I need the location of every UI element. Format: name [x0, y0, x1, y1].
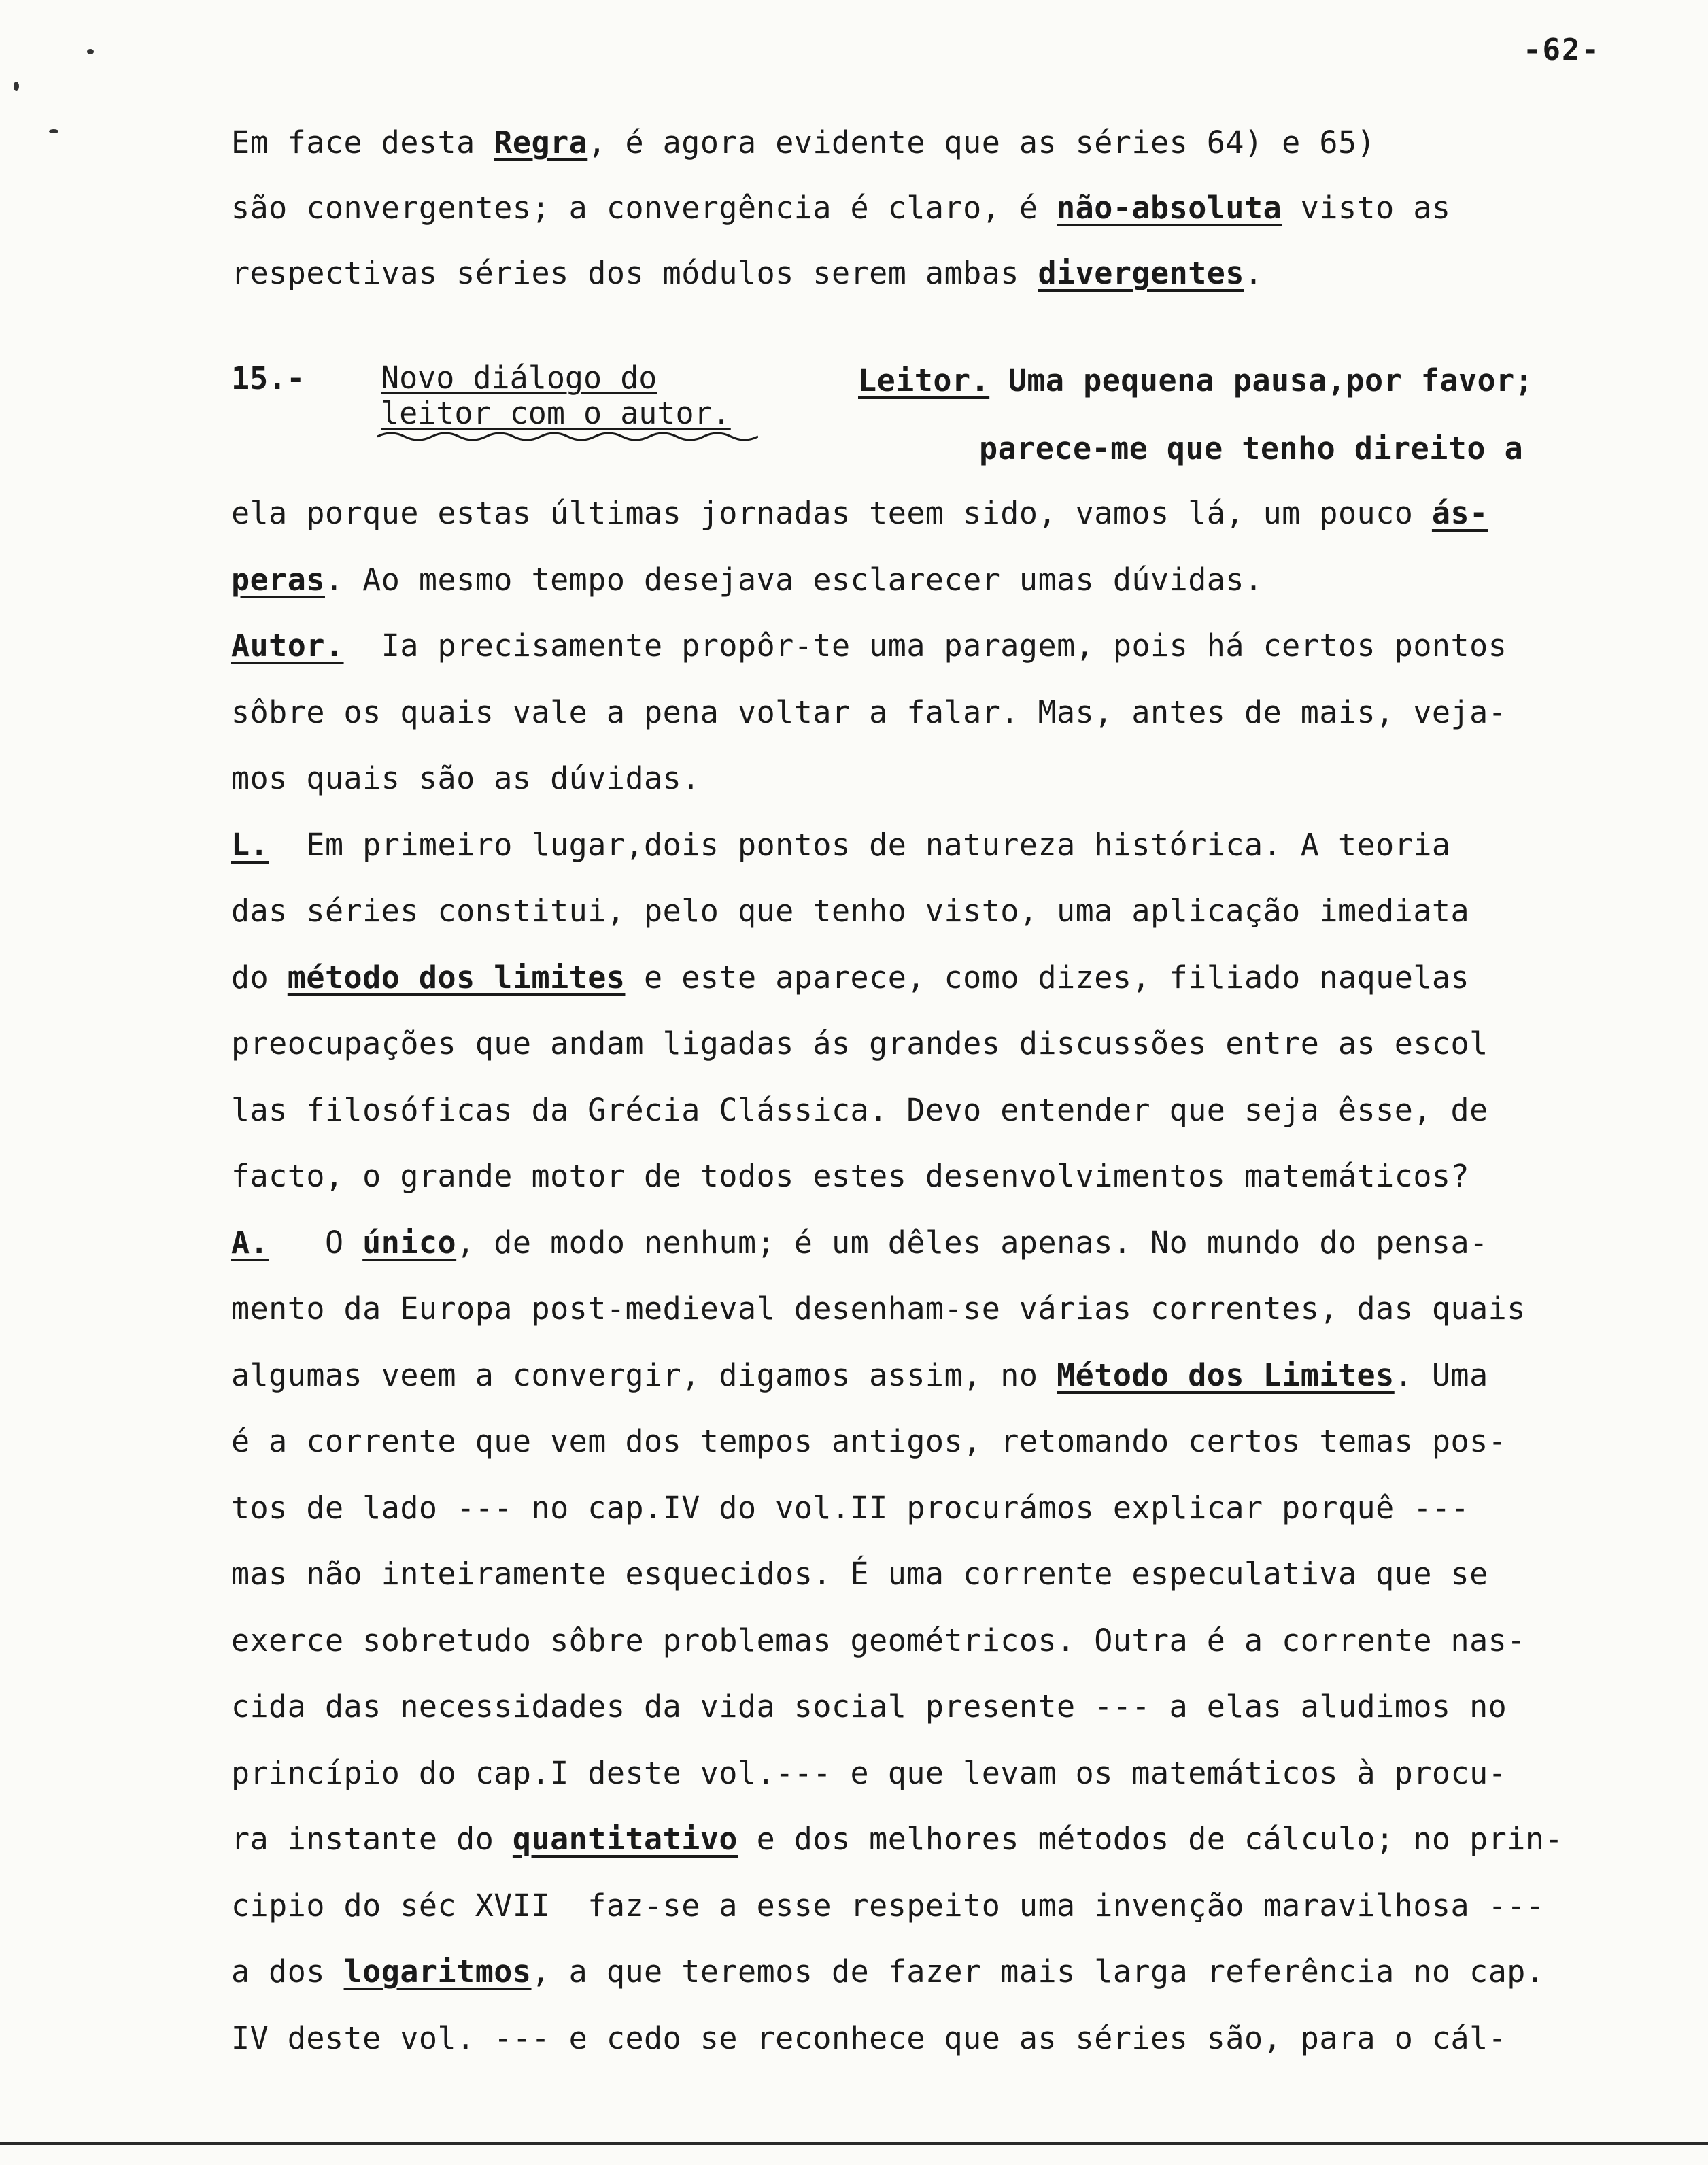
text-line: [231, 1023, 1488, 1064]
underlined-term: A.: [231, 1224, 269, 1261]
text-segment: princípio do cap.I deste vol.--- e que levam os matemáticos à procu-: [231, 1754, 1507, 1791]
speaker-second-text: parece-me que tenho direito a: [979, 430, 1524, 466]
text-line: [231, 692, 1507, 733]
text-line: [231, 560, 1263, 600]
text-line: [231, 2018, 1507, 2059]
underlined-term: método dos limites: [287, 959, 626, 995]
underlined-term: ás-: [1431, 495, 1488, 531]
text-segment: são convergentes; a convergência é claro, é: [231, 190, 1057, 226]
text-line: [231, 1223, 1488, 1263]
text-segment: sôbre os quais vale a pena voltar a falar. Mas, antes de mais, veja-: [231, 694, 1507, 730]
page-number: -62-: [1523, 33, 1601, 67]
scan-speck: [14, 82, 19, 91]
text-segment: algumas veem a convergir, digamos assim, no: [231, 1357, 1057, 1393]
underlined-term: único: [362, 1224, 457, 1261]
text-segment: cida das necessidades da vida social presente --- a elas aludimos no: [231, 1688, 1507, 1724]
text-segment: respectivas séries dos módulos serem ambas: [231, 255, 1038, 291]
text-line: [231, 1090, 1488, 1131]
underlined-term: Método dos Limites: [1057, 1357, 1395, 1393]
text-segment: cipio do séc XVII faz-se a esse respeito uma invenção maravilhosa ---: [231, 1887, 1545, 1924]
text-segment: las filosóficas da Grécia Clássica. Devo entender que seja êsse, de: [231, 1091, 1488, 1128]
text-segment: .: [1244, 255, 1263, 291]
section-speaker-line: [858, 360, 1533, 401]
text-segment: tos de lado --- no cap.IV do vol.II procurámos explicar porquê ---: [231, 1489, 1470, 1526]
scan-speck: [87, 49, 94, 54]
text-segment: IV deste vol. --- e cedo se reconhece que as séries são, para o cál-: [231, 2019, 1507, 2056]
speaker-label: Leitor.: [858, 362, 990, 398]
text-line: [231, 1488, 1469, 1529]
text-segment: Em face desta: [231, 124, 494, 160]
section-title-line-1: Novo diálogo do: [381, 360, 657, 396]
underlined-term: peras: [231, 561, 325, 598]
text-line: [231, 626, 1507, 666]
speaker-first-text: Uma pequena pausa,por favor;: [989, 362, 1534, 398]
text-segment: . Ao mesmo tempo desejava esclarecer umas dúvidas.: [324, 561, 1263, 598]
text-line: [231, 1355, 1488, 1396]
text-segment: é a corrente que vem dos tempos antigos, retomando certos temas pos-: [231, 1423, 1507, 1459]
text-line: [231, 1289, 1526, 1329]
text-line: [231, 1819, 1563, 1860]
bottom-rule: [0, 2142, 1708, 2145]
section-title-line-2: leitor com o autor.: [381, 395, 731, 431]
text-line: [231, 1620, 1526, 1661]
text-segment: facto, o grande motor de todos estes desenvolvimentos matemáticos?: [231, 1158, 1470, 1194]
underlined-term: divergentes: [1038, 255, 1244, 291]
text-line: [231, 1886, 1544, 1926]
text-segment: mas não inteiramente esquecidos. É uma corrente especulativa que se: [231, 1556, 1488, 1592]
text-line: [231, 253, 1263, 294]
text-segment: , é agora evidente que as séries 64) e 65): [587, 124, 1376, 160]
text-segment: O: [269, 1224, 363, 1261]
text-line: [231, 493, 1488, 534]
speaker-second-line: [979, 428, 1523, 469]
text-line: [231, 1156, 1469, 1197]
text-segment: . Uma: [1394, 1357, 1488, 1393]
text-line: [231, 1686, 1507, 1727]
underlined-term: não-absoluta: [1057, 190, 1282, 226]
underlined-term: quantitativo: [512, 1821, 738, 1857]
text-segment: a dos: [231, 1954, 344, 1990]
text-line: [231, 1753, 1507, 1794]
text-segment: do: [231, 959, 288, 995]
text-segment: mento da Europa post-medieval desenham-se várias correntes, das quais: [231, 1291, 1526, 1327]
text-line: [231, 1421, 1507, 1462]
text-segment: ra instante do: [231, 1821, 513, 1857]
text-segment: e este aparece, como dizes, filiado naquelas: [625, 959, 1470, 995]
text-segment: mos quais são as dúvidas.: [231, 760, 700, 796]
text-segment: Ia precisamente propôr-te uma paragem, pois há certos pontos: [343, 628, 1507, 664]
underlined-term: Autor.: [231, 628, 344, 664]
text-line: [231, 825, 1451, 866]
section-title: [381, 360, 731, 431]
text-line: [231, 957, 1469, 998]
text-segment: exerce sobretudo sôbre problemas geométricos. Outra é a corrente nas-: [231, 1622, 1526, 1658]
text-segment: das séries constitui, pelo que tenho visto, uma aplicação imediata: [231, 893, 1470, 929]
text-segment: Em primeiro lugar,dois pontos de natureza histórica. A teoria: [269, 826, 1451, 863]
text-segment: , de modo nenhum; é um dêles apenas. No mundo do pensa-: [456, 1224, 1488, 1261]
wavy-underline: [377, 430, 758, 443]
text-line: [231, 891, 1469, 932]
scan-speck: [49, 129, 58, 133]
text-line: [231, 122, 1376, 163]
text-line: [231, 188, 1451, 228]
section-number: 15.-: [231, 360, 305, 396]
text-segment: preocupações que andam ligadas ás grandes discussões entre as escol: [231, 1025, 1488, 1061]
text-segment: ela porque estas últimas jornadas teem sido, vamos lá, um pouco: [231, 495, 1432, 531]
text-segment: , a que teremos de fazer mais larga referência no cap.: [531, 1954, 1545, 1990]
text-line: [231, 1554, 1488, 1595]
underlined-term: L.: [231, 826, 269, 863]
underlined-term: Regra: [494, 124, 588, 160]
underlined-term: logaritmos: [343, 1954, 532, 1990]
text-line: [231, 758, 700, 799]
text-segment: e dos melhores métodos de cálculo; no prin-: [738, 1821, 1564, 1857]
text-line: [231, 1951, 1544, 1992]
text-segment: visto as: [1282, 190, 1451, 226]
